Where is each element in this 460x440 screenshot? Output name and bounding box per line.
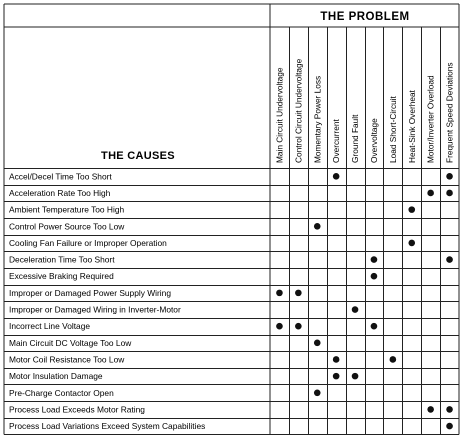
indicator-dot	[390, 356, 397, 363]
cause-label: Motor Coil Resistance Too Low	[9, 354, 125, 365]
cause-label: Acceleration Rate Too High	[9, 187, 111, 198]
column-header: Motor/Inverter Overload	[425, 75, 436, 163]
indicator-dot	[371, 256, 378, 263]
indicator-dot	[446, 173, 453, 180]
cause-label: Process Load Variations Exceed System Capabilities	[9, 421, 206, 432]
problem-columns	[274, 58, 454, 163]
cause-label: Pre-Charge Contactor Open	[9, 387, 114, 398]
cause-label: Improper or Damaged Wiring in Inverter-Motor	[9, 304, 181, 315]
cause-label: Motor Insulation Damage	[9, 371, 103, 382]
column-header: Load Short-Circuit	[387, 96, 398, 163]
cause-label: Control Power Source Too Low	[9, 221, 125, 232]
indicator-dot	[446, 423, 453, 430]
column-header: Main Circuit Undervoltage	[274, 67, 285, 163]
indicator-dot	[295, 323, 302, 330]
cause-label: Accel/Decel Time Too Short	[9, 171, 112, 182]
indicator-dot	[446, 190, 453, 197]
column-header: Frequent Speed Deviations	[444, 62, 455, 163]
column-header: Ground Fault	[350, 114, 361, 163]
indicator-dot	[371, 323, 378, 330]
cause-label: Cooling Fan Failure or Improper Operation	[9, 237, 167, 248]
indicator-dot	[427, 190, 434, 197]
problem-header: THE PROBLEM	[320, 11, 410, 23]
indicator-dot	[295, 290, 302, 297]
indicator-dot	[371, 273, 378, 280]
causes-header: THE CAUSES	[101, 150, 175, 162]
indicator-dot	[446, 406, 453, 413]
indicator-dot	[427, 406, 434, 413]
cause-label: Ambient Temperature Too High	[9, 204, 125, 215]
indicator-dot	[446, 256, 453, 263]
column-header: Overvoltage	[368, 118, 379, 163]
grid-lines	[4, 4, 459, 434]
column-header: Overcurrent	[331, 119, 342, 163]
indicator-dot	[352, 306, 359, 313]
indicator-dot	[408, 240, 415, 247]
indicator-dot	[408, 206, 415, 213]
indicator-dot	[352, 373, 359, 380]
indicator-dot	[314, 389, 321, 396]
cause-label: Main Circuit DC Voltage Too Low	[9, 337, 132, 348]
indicator-dot	[333, 173, 340, 180]
cause-label: Process Load Exceeds Motor Rating	[9, 404, 145, 415]
column-header: Control Circuit Undervoltage	[293, 58, 304, 163]
column-header: Heat-Sink Overheat	[406, 90, 417, 163]
indicator-dot	[314, 223, 321, 230]
cause-label: Excessive Braking Required	[9, 271, 114, 282]
indicator-dot	[276, 323, 283, 330]
cause-label: Deceleration Time Too Short	[9, 254, 115, 265]
indicator-dot	[276, 290, 283, 297]
indicator-dot	[333, 373, 340, 380]
cause-label: Incorrect Line Voltage	[9, 321, 91, 332]
indicator-dot	[333, 356, 340, 363]
indicator-dot	[314, 340, 321, 347]
cause-label: Improper or Damaged Power Supply Wiring	[9, 287, 171, 298]
column-header: Momentary Power Loss	[312, 75, 323, 163]
